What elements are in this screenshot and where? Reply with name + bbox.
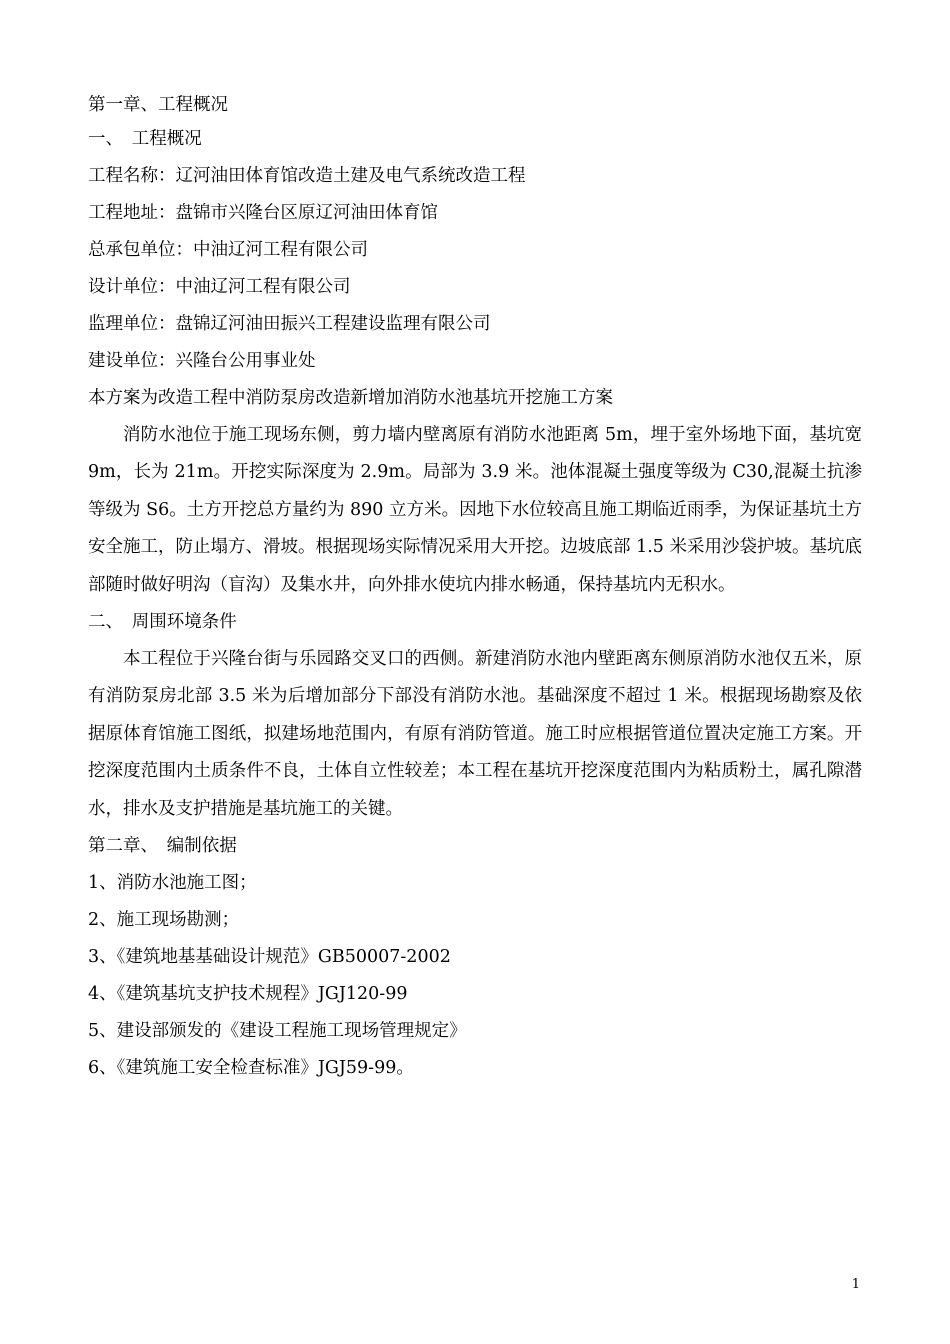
- environment-paragraph: 本工程位于兴隆台街与乐园路交叉口的西侧。新建消防水池内壁距离东侧原消防水池仅五米，原有消防泵房北部 3.5 米为后增加部分下部没有消防水池。基础深度不超过 1 米。根据现场勘察及依据原体育馆施工图纸，拟建场地范围内，有原有消防管道。施工时应根据管道位置决定施工方案。开挖深度范围内土质条件不良，土体自立性较差；本工程在基坑开挖深度范围内为粘质粉土，属孔隙潜水，排水及支护措施是基坑施工的关键。: [88, 649, 862, 819]
- project-name: 工程名称：辽河油田体育馆改造土建及电气系统改造工程: [88, 166, 526, 186]
- general-contractor: 总承包单位：中油辽河工程有限公司: [88, 240, 368, 260]
- section-title: 一、 工程概况: [88, 129, 202, 149]
- basis-item: 5、建设部颁发的《建设工程施工现场管理规定》: [88, 1021, 467, 1042]
- construction-unit: 建设单位：兴隆台公用事业处: [88, 351, 316, 371]
- basis-item: 4、《建筑基坑支护技术规程》JGJ120-99: [88, 984, 408, 1005]
- basis-item: 1、消防水池施工图；: [88, 873, 257, 894]
- overview-paragraph: 消防水池位于施工现场东侧，剪力墙内壁离原有消防水池距离 5m，埋于室外场地下面，基坑宽 9m，长为 21m。开挖实际深度为 2.9m。局部为 3.9 米。池体混凝土强度等级为 C30,混凝土抗渗等级为 S6。土方开挖总方量约为 890 立方米。因地下水位较高且施工期临近雨季，为保证基坑土方安全施工，防止塌方、滑坡。根据现场实际情况采用大开挖。边坡底部 1.5 米采用沙袋护坡。基坑底部随时做好明沟（盲沟）及集水井，向外排水使坑内排水畅通，保持基坑内无积水。: [88, 425, 862, 595]
- section-title: 二、 周围环境条件: [88, 612, 237, 633]
- design-unit: 设计单位：中油辽河工程有限公司: [88, 277, 351, 297]
- basis-item: 2、施工现场勘测；: [88, 910, 240, 931]
- chapter-title: 第二章、 编制依据: [88, 836, 237, 857]
- chapter-title: 第一章、工程概况: [88, 95, 228, 115]
- page-number: 1: [851, 1277, 860, 1292]
- document-body: [88, 90, 862, 1087]
- basis-item: 3、《建筑地基基础设计规范》GB50007-2002: [88, 947, 451, 968]
- scheme-intro: 本方案为改造工程中消防泵房改造新增加消防水池基坑开挖施工方案: [88, 388, 613, 408]
- project-address: 工程地址：盘锦市兴隆台区原辽河油田体育馆: [88, 203, 438, 223]
- basis-item: 6、《建筑施工安全检查标准》JGJ59-99。: [88, 1058, 414, 1079]
- supervision-unit: 监理单位：盘锦辽河油田振兴工程建设监理有限公司: [88, 314, 491, 334]
